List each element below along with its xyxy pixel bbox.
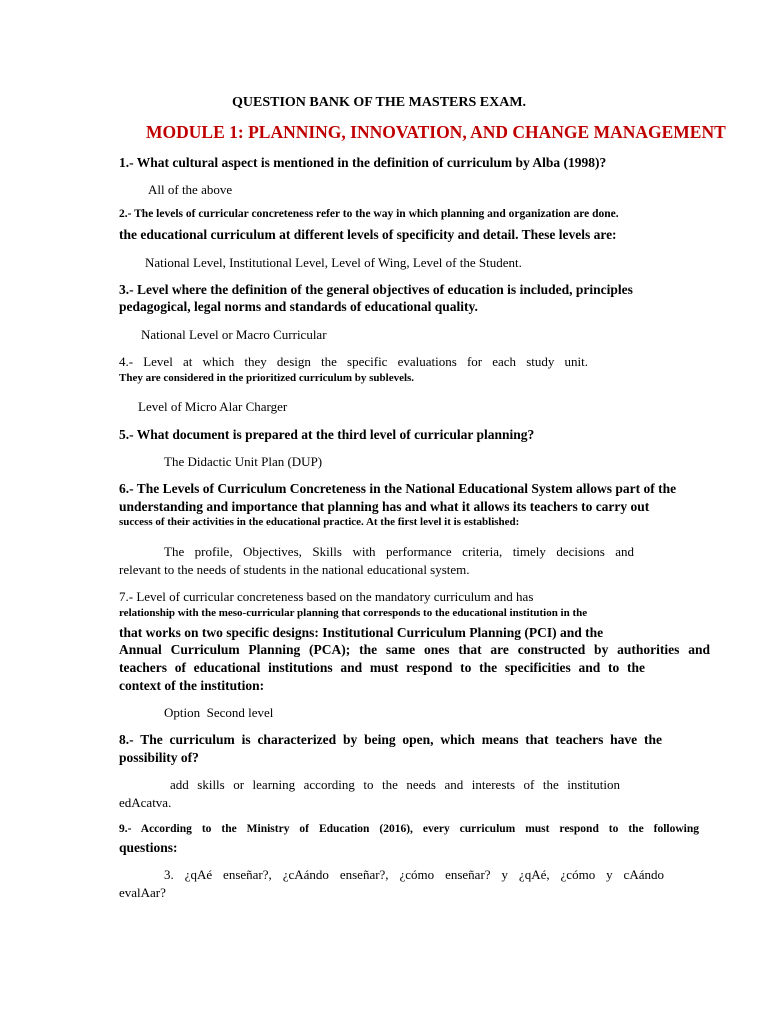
question-8-line-1: 8.- The curriculum is characterized by being open, which means that teachers have the [119,732,662,747]
answer-2: National Level, Institutional Level, Level of Wing, Level of the Student. [145,255,522,270]
question-7-line-2: relationship with the meso-curricular planning that corresponds to the educational institution in the [119,607,588,619]
answer-5: The Didactic Unit Plan (DUP) [164,454,323,469]
question-1: 1.- What cultural aspect is mentioned in the definition of curriculum by Alba (1998)? [119,155,607,170]
answer-9-line-1: 3. ¿qAé enseñar?, ¿cAándo enseñar?, ¿cómo enseñar? y ¿qAé, ¿cómo y cAándo [164,867,664,882]
doc-title: QUESTION BANK OF THE MASTERS EXAM. [232,95,527,110]
question-6-line-3: success of their activities in the educational practice. At the first level it is established: [119,516,520,528]
question-3-line-1: 3.- Level where the definition of the general objectives of education is included, principles [119,282,633,297]
question-6-line-2: understanding and importance that planning has and what it allows its teachers to carry out [119,499,650,514]
question-7-line-6: context of the institution: [119,678,265,693]
answer-3: National Level or Macro Curricular [141,327,327,342]
question-7-line-5: teachers of educational institutions and must respond to the specificities and to the [119,660,645,675]
answer-6-line-2: relevant to the needs of students in the national educational system. [119,562,470,577]
question-4-line-2: They are considered in the prioritized curriculum by sublevels. [119,372,415,384]
module-title: MODULE 1: PLANNING, INNOVATION, AND CHANGE MANAGEMENT [146,122,726,142]
answer-4: Level of Micro Alar Charger [138,399,288,414]
question-7-line-4: Annual Curriculum Planning (PCA); the same ones that are constructed by authorities and [119,642,710,657]
question-7-line-1: 7.- Level of curricular concreteness based on the mandatory curriculum and has [119,589,534,604]
answer-8-line-2: edAcatva. [119,795,172,810]
question-9-line-1: 9.- According to the Ministry of Education (2016), every curriculum must respond to the following [119,823,699,835]
question-4-line-1: 4.- Level at which they design the specific evaluations for each study unit. [119,354,588,369]
question-5: 5.- What document is prepared at the third level of curricular planning? [119,427,535,442]
answer-1: All of the above [148,182,233,197]
question-7-line-3: that works on two specific designs: Institutional Curriculum Planning (PCI) and the [119,625,604,640]
question-2-line-1: 2.- The levels of curricular concreteness refer to the way in which planning and organization are done. [119,208,619,220]
answer-8-line-1: add skills or learning according to the needs and interests of the institution [170,777,620,792]
question-8-line-2: possibility of? [119,750,199,765]
answer-7: Option Second level [164,705,274,720]
answer-9-line-2: evalAar? [119,885,166,900]
question-9-line-2: questions: [119,840,178,855]
question-2-line-2: the educational curriculum at different levels of specificity and detail. These levels are: [119,227,617,242]
answer-6-line-1: The profile, Objectives, Skills with performance criteria, timely decisions and [164,544,634,559]
question-6-line-1: 6.- The Levels of Curriculum Concreteness in the National Educational System allows part of the [119,481,677,496]
question-3-line-2: pedagogical, legal norms and standards of educational quality. [119,299,478,314]
